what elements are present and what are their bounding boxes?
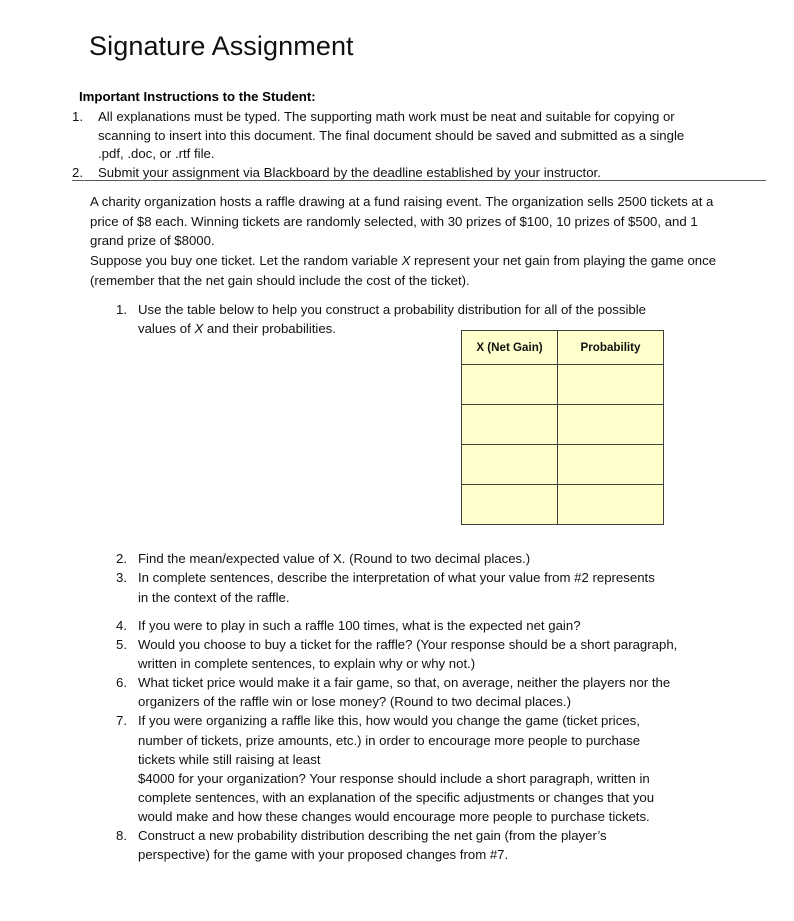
question-3-line-1: In complete sentences, describe the interpretation of what your value from #2 represents (138, 570, 655, 586)
cell-net-gain-2[interactable] (462, 405, 558, 445)
question-item-7 (116, 711, 716, 826)
instructions-block (72, 88, 712, 183)
table-row (462, 405, 664, 445)
random-variable-symbol: X (401, 253, 411, 269)
probability-table-head (462, 331, 664, 365)
question-number-2: 2. (116, 551, 127, 567)
question-8-line-1: Construct a new probability distribution describing the net gain (from the player’s (138, 828, 607, 844)
probability-table-container (461, 330, 664, 525)
instruction-item-1 (72, 108, 712, 164)
problem-statement (90, 192, 724, 290)
question-item-2 (116, 549, 716, 568)
question-item-4 (116, 616, 716, 635)
problem-paragraph-2 (90, 251, 724, 290)
cell-net-gain-1[interactable] (462, 365, 558, 405)
question-6-line-1: What ticket price would make it a fair game, so that, on average, neither the players nor the (138, 675, 671, 691)
cell-net-gain-3[interactable] (462, 445, 558, 485)
table-header-row (462, 331, 664, 365)
question-7-line-5: complete sentences, with an explanation of the specific adjustments or changes that you (138, 789, 655, 805)
question-item-6 (116, 673, 716, 711)
table-row (462, 445, 664, 485)
question-item-3 (116, 568, 716, 606)
question-1-line-2-part1: values of (138, 321, 195, 337)
question-5-line-2: written in complete sentences, to explain why or why not.) (138, 655, 476, 671)
cell-probability-3[interactable] (558, 445, 664, 485)
probability-table-body (462, 365, 664, 525)
cell-probability-1[interactable] (558, 365, 664, 405)
question-item-8 (116, 826, 716, 864)
question-7-line-3: tickets while still raising at least (138, 751, 321, 767)
question-2-text: Find the mean/expected value of X. (Round to two decimal places.) (138, 551, 531, 567)
question-number-5: 5. (116, 636, 127, 652)
question-6-line-2: organizers of the raffle win or lose money? (Round to two decimal places.) (138, 694, 571, 710)
cell-probability-2[interactable] (558, 405, 664, 445)
question-7-line-4: $4000 for your organization? Your response should include a short paragraph, written in (138, 770, 650, 786)
table-row (462, 365, 664, 405)
problem-paragraph-2-part2: represent your net gain from playing the game once (remember that the net gain should include the cost of the ticket). (90, 253, 717, 288)
question-4-text: If you were to play in such a raffle 100 times, what is the expected net gain? (138, 617, 581, 633)
question-number-3: 3. (116, 570, 127, 586)
instruction-text-1: All explanations must be typed. The supporting math work must be neat and suitable for copying or scanning to insert into this document. The final document should be saved and submitted as a single .pdf, .doc, or .rtf file. (98, 108, 685, 162)
instruction-number-2: 2. (72, 165, 83, 181)
instructions-heading: Important Instructions to the Student: (79, 89, 316, 104)
question-item-5 (116, 635, 716, 673)
question-7-line-2: number of tickets, prize amounts, etc.) in order to encourage more people to purchase (138, 732, 641, 748)
question-number-4: 4. (116, 617, 127, 633)
cell-probability-4[interactable] (558, 485, 664, 525)
question-number-8: 8. (116, 828, 127, 844)
cell-net-gain-4[interactable] (462, 485, 558, 525)
question-number-6: 6. (116, 675, 127, 691)
page-title: Signature Assignment (89, 31, 354, 61)
question-7-line-6: would make and how these changes would encourage more people to purchase tickets. (138, 809, 650, 825)
question-number-7: 7. (116, 713, 127, 729)
table-row (462, 485, 664, 525)
probability-distribution-table (461, 330, 664, 525)
table-header-probability: Probability (558, 331, 664, 365)
problem-paragraph-2-part1: Suppose you buy one ticket. Let the random variable (90, 253, 402, 269)
instruction-text-2: Submit your assignment via Blackboard by the deadline established by your instructor. (98, 165, 601, 181)
table-header-net-gain: X (Net Gain) (462, 331, 558, 365)
question-1-line-2-part2: and their probabilities. (203, 321, 336, 337)
question-3-line-2: in the context of the raffle. (138, 589, 290, 605)
problem-paragraph-1: A charity organization hosts a raffle drawing at a fund raising event. The organization sells 2500 tickets at a price of $8 each. Winning tickets are randomly selected, with 30 prizes of $100, 10 prizes of $500, and 1 grand prize of $8000. (90, 194, 714, 249)
question-8-line-2: perspective) for the game with your proposed changes from #7. (138, 847, 509, 863)
question-1-line-1: Use the table below to help you construct a probability distribution for all of the possible (138, 302, 647, 317)
instruction-number-1: 1. (72, 108, 83, 124)
question-1-variable-symbol: X (194, 321, 204, 337)
section-divider (72, 180, 766, 181)
question-number-1: 1. (116, 302, 127, 317)
question-7-line-1: If you were organizing a raffle like this, how would you change the game (ticket prices, (138, 713, 640, 729)
question-5-line-1: Would you choose to buy a ticket for the raffle? (Your response should be a short paragraph, (138, 636, 678, 652)
instructions-list (72, 108, 712, 183)
